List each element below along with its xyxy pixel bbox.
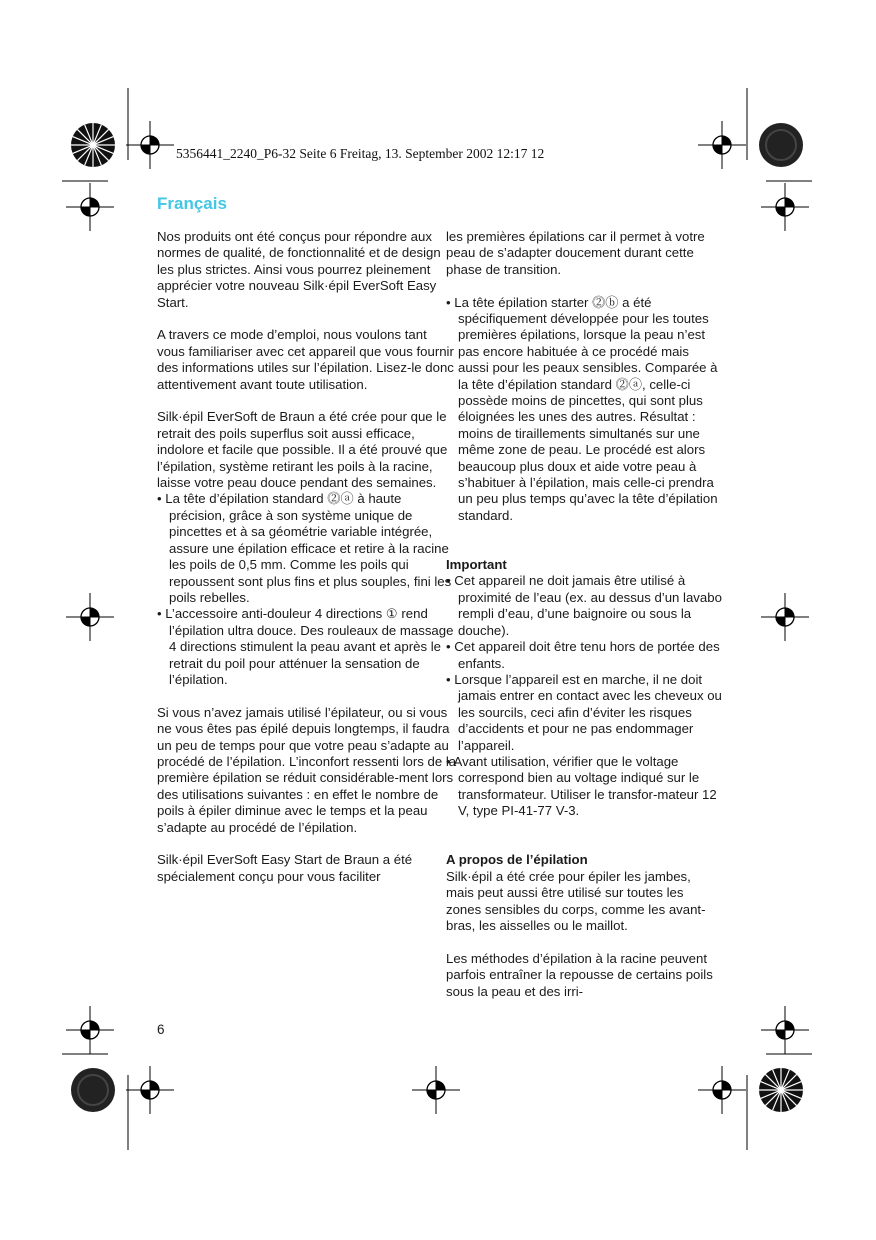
subheading-important: Important bbox=[446, 557, 507, 573]
paragraph: les premières épilations car il permet à votre peau de s’adapter doucement durant cette phase de transition. bbox=[446, 229, 705, 277]
registration-mark-icon bbox=[126, 1066, 174, 1114]
registration-mark-icon bbox=[66, 183, 114, 231]
list-item: • Cet appareil doit être tenu hors de portée des enfants. bbox=[446, 639, 720, 671]
list-item: • Cet appareil ne doit jamais être utilisé à proximité de l’eau (ex. au dessus d’un lavabo rempli d’eau, d’une baignoire ou sous la douche). bbox=[446, 573, 722, 638]
registration-mark-icon bbox=[126, 121, 174, 169]
list-item: • L’accessoire anti-douleur 4 directions ① rend l’épilation ultra douce. Des rouleaux de massage 4 directions stimulent la peau avant et après le retrait du poil pour atténuer la sensation de l’épilation. bbox=[157, 606, 454, 687]
left-column bbox=[157, 229, 457, 885]
print-slug: 5356441_2240_P6-32 Seite 6 Freitag, 13. September 2002 12:17 12 bbox=[176, 146, 545, 161]
list-item: • La tête épilation starter ⓶ⓑ a été spécifiquement développée pour les toutes premières épilations, lorsque la peau n’est pas encore habituée à ce procédé mais aussi pour les peaux sensibles. Comparée à la tête d’épilation standard ⓶ⓐ, celle-ci possède moins de pincettes, qui sont plus éloignées les unes des autres. Résultat : moins de tiraillements simultanés sur une même zone de peau. Le procédé est alors beaucoup plus doux et aide votre peau à s’habituer à l’épilation, mais celle-ci prendra un peu plus temps qu’avec la tête d’épilation standard. bbox=[446, 294, 718, 523]
section-title: Français bbox=[157, 194, 227, 213]
paragraph: A travers ce mode d’emploi, nous voulons tant vous familiariser avec cet appareil que vous fournir des informations utiles sur l’épilation. Lisez-le donc attentivement avant toute utilisation. bbox=[157, 327, 454, 392]
list-item: • La tête d’épilation standard ⓶ⓐ à haute précision, grâce à son système unique de pincettes et à sa géométrie variable intégrée, assure une épilation efficace et retire à la racine les poils de 0,5 mm. Comme les poils qui repoussent sont plus fins et plus souples, fini les poils rebelles. bbox=[157, 491, 452, 605]
registration-mark-icon bbox=[698, 1066, 746, 1114]
registration-mark-icon bbox=[761, 1006, 809, 1054]
paragraph: Si vous n’avez jamais utilisé l’épilateur, ou si vous ne vous êtes pas épilé depuis longtemps, il faudra un peu de temps pour que votre peau s’adapte au procédé de l’épilation. L’inconfort ressenti lors de la première épilation se réduit considérable-ment lors des utilisations suivantes : en effet le nombre de poils à épiler diminue avec le temps et la peau s’adapte au procédé de l’épilation. bbox=[157, 704, 457, 835]
starburst-mark-icon bbox=[759, 1068, 803, 1112]
registration-mark-icon bbox=[698, 121, 746, 169]
paragraph: Silk·épil a été crée pour épiler les jambes, mais peut aussi être utilisé sur toutes les zones sensibles du corps, comme les avant-bras, les aisselles ou le maillot. bbox=[446, 868, 706, 933]
dark-circle-mark-icon bbox=[759, 123, 803, 167]
registration-mark-icon bbox=[66, 593, 114, 641]
list-item: • Avant utilisation, vérifier que le voltage correspond bien au voltage indiqué sur le transformateur. Utiliser le transfor-mateur 12 V, type PI-41-77 V-3. bbox=[446, 753, 717, 819]
starburst-mark-icon bbox=[71, 123, 115, 167]
paragraph: Nos produits ont été conçus pour répondre aux normes de qualité, de fonctionnalité et de design les plus strictes. Ainsi vous pourrez pleinement apprécier votre nouveau Silk·épil EverSoft Easy Start. bbox=[157, 229, 441, 310]
paragraph: Silk·épil EverSoft Easy Start de Braun a été spécialement conçu pour vous faciliter bbox=[157, 852, 413, 884]
list-item: • Lorsque l’appareil est en marche, il ne doit jamais entrer en contact avec les cheveux ou les sourcils, ceci afin d’éviter les risques d’accidents et pour ne pas endommager l’appareil. bbox=[446, 671, 722, 753]
dark-circle-mark-icon bbox=[71, 1068, 115, 1112]
paragraph: Les méthodes d’épilation à la racine peuvent parfois entraîner la repousse de certains poils sous la peau et des irri- bbox=[446, 950, 713, 999]
subheading-apropos: A propos de l’épilation bbox=[446, 852, 588, 868]
paragraph: Silk·épil EverSoft de Braun a été crée pour que le retrait des poils superflus soit aussi efficace, indolore et facile que possible. Il a été prouvé que l’épilation, système retirant les poils à la racine, laisse votre peau douce pendant des semaines. bbox=[157, 409, 448, 491]
registration-mark-icon bbox=[761, 183, 809, 231]
right-column bbox=[446, 229, 722, 1000]
registration-mark-icon bbox=[412, 1066, 460, 1114]
registration-mark-icon bbox=[66, 1006, 114, 1054]
registration-mark-icon bbox=[761, 593, 809, 641]
page-number: 6 bbox=[157, 1022, 165, 1037]
